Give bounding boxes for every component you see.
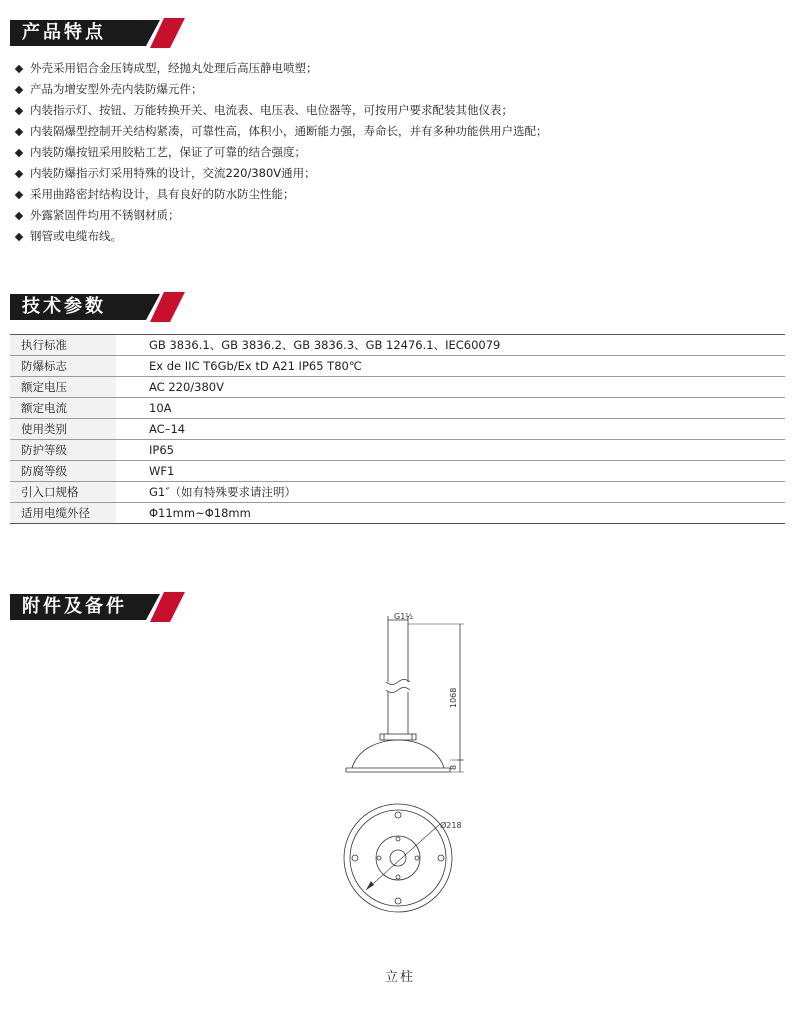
diamond-bullet-icon (15, 106, 23, 114)
base-height-dimension-label: 8 (449, 764, 458, 770)
list-item: 钢管或电缆布线。 (14, 226, 784, 247)
section-title: 技术参数 (22, 296, 106, 317)
list-item: 外壳采用铝合金压铸成型，经抛丸处理后高压静电喷塑； (14, 58, 784, 79)
table-row: 额定电压 AC 220/380V (10, 377, 785, 398)
list-item: 产品为增安型外壳内装防爆元件； (14, 79, 784, 100)
diamond-bullet-icon (15, 127, 23, 135)
diamond-bullet-icon (15, 211, 23, 219)
params-table (10, 334, 785, 524)
height-dimension-label: 1068 (449, 687, 458, 708)
pipe-thread-label: G1½ (394, 612, 414, 621)
drawing-caption: 立柱 (384, 970, 415, 985)
section-title: 附件及备件 (22, 596, 127, 617)
section-title: 产品特点 (22, 22, 106, 43)
list-item: 外露紧固件均用不锈钢材质； (14, 205, 784, 226)
list-item: 内装隔爆型控制开关结构紧凑，可靠性高，体积小，通断能力强，寿命长，并有多种功能供用户选配； (14, 121, 784, 142)
diamond-bullet-icon (15, 232, 23, 240)
list-item: 内装指示灯、按钮、万能转换开关、电流表、电压表、电位器等，可按用户要求配装其他仪表； (14, 100, 784, 121)
section-header-features (10, 16, 185, 50)
table-row: 防爆标志 Ex de IIC T6Gb/Ex tD A21 IP65 T80℃ (10, 356, 785, 377)
diamond-bullet-icon (15, 190, 23, 198)
section-header-accessories (10, 590, 185, 624)
diamond-bullet-icon (15, 169, 23, 177)
table-row: 防腐等级 WF1 (10, 461, 785, 482)
pole-technical-drawing (300, 610, 500, 940)
table-row: 防护等级 IP65 (10, 440, 785, 461)
table-row: 引入口规格 G1″（如有特殊要求请注明） (10, 482, 785, 503)
diameter-dimension-label: Ø218 (440, 821, 462, 830)
diamond-bullet-icon (15, 85, 23, 93)
table-row: 执行标准 GB 3836.1、GB 3836.2、GB 3836.3、GB 12476.1、IEC60079 (10, 335, 785, 356)
section-header-params (10, 290, 185, 324)
diamond-bullet-icon (15, 148, 23, 156)
list-item: 内装防爆按钮采用胶粘工艺，保证了可靠的结合强度； (14, 142, 784, 163)
table-row: 适用电缆外径 Φ11mm~Φ18mm (10, 503, 785, 524)
table-row: 额定电流 10A (10, 398, 785, 419)
list-item: 内装防爆指示灯采用特殊的设计，交流220/380V通用； (14, 163, 784, 184)
feature-list (14, 58, 784, 247)
table-row: 使用类别 AC–14 (10, 419, 785, 440)
diamond-bullet-icon (15, 64, 23, 72)
list-item: 采用曲路密封结构设计，具有良好的防水防尘性能； (14, 184, 784, 205)
